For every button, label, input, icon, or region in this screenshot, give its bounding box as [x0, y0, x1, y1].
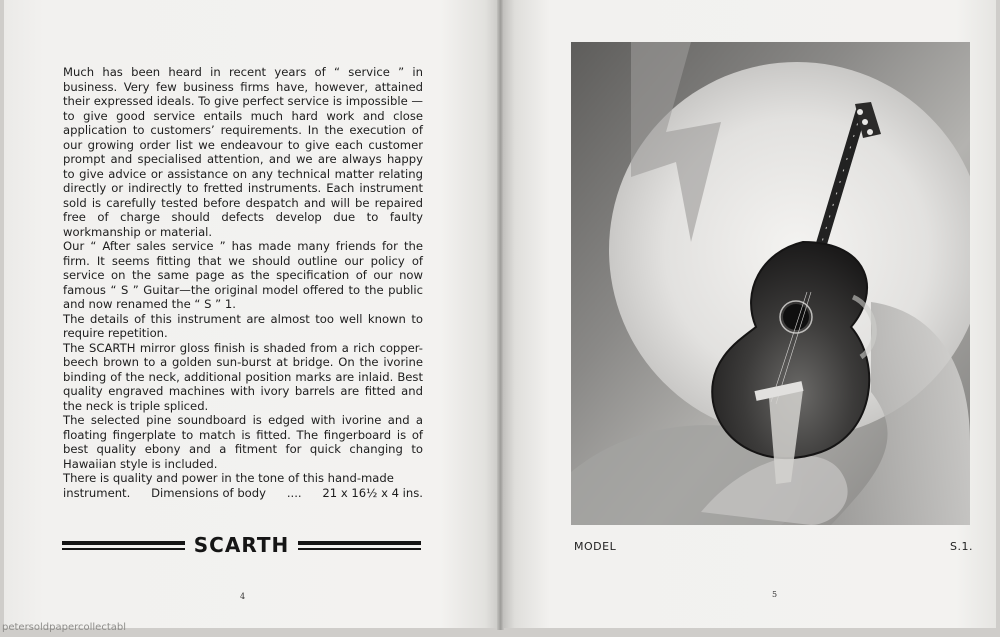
logo-rule-right — [298, 541, 421, 550]
paragraph-tone: There is quality and power in the tone of this hand-made — [63, 471, 394, 485]
page-number-left: 4 — [240, 592, 246, 601]
guitar-photo — [571, 42, 970, 525]
logo-wordmark: SCARTH — [193, 533, 290, 557]
watermark-text: petersoldpapercollectabl — [2, 622, 127, 633]
paragraph-after-sales: Our “ After sales service ” has made many friends for the firm. It seems fitting that we should outline our policy of service on the same page as the specification of our now famous “ S ” Guitar—the original model offered to the public and now renamed the “ S ” 1. — [63, 239, 423, 311]
caption-model-label: MODEL — [574, 540, 617, 553]
guitar-illustration — [571, 42, 970, 525]
service-text-block — [63, 65, 423, 500]
dimensions-line — [63, 486, 423, 501]
dimensions-value: 21 x 16½ x 4 ins. — [322, 485, 423, 500]
caption-model-number: S.1. — [950, 540, 973, 553]
book-gutter — [497, 0, 504, 630]
dimensions-dots: .... — [286, 485, 302, 500]
paragraph-finish: The SCARTH mirror gloss finish is shaded from a rich copper-beech brown to a golden sun-burst at bridge. On the ivorine binding of the neck, additional position marks are inlaid. Best quality engraved machines with ivory barrels are fitted and the neck is triple spliced. — [63, 340, 423, 413]
paragraph-service: Much has been heard in recent years of “ service ” in business. Very few business firms have, however, attained their expressed ideals. To give perfect service is impossible —to give good service entails much hard work and close application to customers’ requirements. In the execution of our growing order list we endeavour to give each customer prompt and specialised attention, and we are always happy to give advice or assistance on any technical matter relating directly or indirectly to fretted instruments. Each instrument sold is carefully tested before despatch and will be repaired free of charge should defects develop due to faulty workmanship or material. — [63, 65, 423, 239]
paragraph-soundboard: The selected pine soundboard is edged with ivorine and a floating fingerplate to match is fitted. The fingerboard is of best quality ebony and a fitment for quick changing to Hawaiian style is included. — [63, 413, 423, 471]
dimensions-label: Dimensions of body — [151, 485, 266, 500]
scarth-logo — [62, 534, 421, 556]
dimensions-lead: instrument. — [63, 485, 131, 500]
paragraph-details: The details of this instrument are almost too well known to require repetition. — [63, 311, 423, 340]
logo-rule-left — [62, 541, 185, 550]
page-number-right: 5 — [772, 590, 778, 599]
